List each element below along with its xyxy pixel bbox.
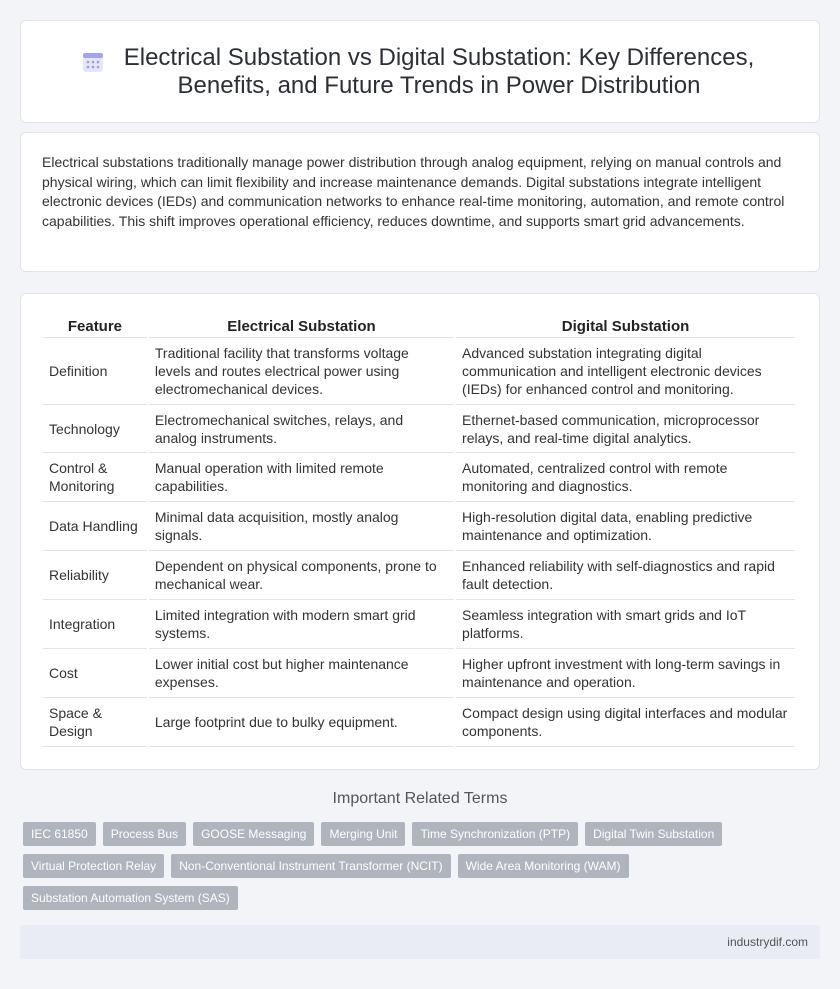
electrical-cell: Limited integration with modern smart grid systems. — [149, 600, 454, 649]
related-term-tag[interactable]: Virtual Protection Relay — [23, 854, 164, 878]
page-title: Electrical Substation vs Digital Substation: Key Differences, Benefits, and Future Trends in Power Distribution — [123, 43, 755, 99]
column-header-electrical: Electrical Substation — [149, 316, 454, 338]
intro-paragraph: Electrical substations traditionally manage power distribution through analog equipment, relying on manual controls and physical wiring, which can limit flexibility and increase maintenance demands. Digital substations integrate intelligent electronic devices (IEDs) and communication networks to enhance real-time monitoring, automation, and remote control capabilities. This shift improves operational efficiency, reduces downtime, and supports smart grid advancements. — [42, 154, 785, 229]
electrical-cell: Electromechanical switches, relays, and analog instruments. — [149, 405, 454, 453]
column-header-digital: Digital Substation — [456, 316, 795, 338]
table-row — [43, 502, 795, 551]
related-term-tag[interactable]: GOOSE Messaging — [193, 822, 314, 846]
electrical-cell: Lower initial cost but higher maintenance expenses. — [149, 649, 454, 698]
digital-cell: Seamless integration with smart grids and IoT platforms. — [456, 600, 795, 649]
table-row — [43, 698, 795, 747]
feature-cell: Definition — [43, 338, 147, 405]
electrical-cell: Minimal data acquisition, mostly analog signals. — [149, 502, 454, 551]
table-row — [43, 405, 795, 453]
related-term-tag[interactable]: Non-Conventional Instrument Transformer (NCIT) — [171, 854, 450, 878]
footer — [20, 925, 820, 959]
feature-cell: Control & Monitoring — [43, 453, 147, 502]
feature-cell: Technology — [43, 405, 147, 453]
related-term-tag[interactable]: Merging Unit — [321, 822, 405, 846]
feature-cell: Data Handling — [43, 502, 147, 551]
digital-cell: Higher upfront investment with long-term savings in maintenance and operation. — [456, 649, 795, 698]
digital-cell: High-resolution digital data, enabling predictive maintenance and optimization. — [456, 502, 795, 551]
electrical-cell: Traditional facility that transforms voltage levels and routes electrical power using electromechanical devices. — [149, 338, 454, 405]
related-term-tag[interactable]: Process Bus — [103, 822, 186, 846]
electrical-cell: Large footprint due to bulky equipment. — [149, 698, 454, 747]
comparison-table — [41, 316, 797, 747]
table-row — [43, 600, 795, 649]
feature-cell: Reliability — [43, 551, 147, 600]
related-term-tag[interactable]: Substation Automation System (SAS) — [23, 886, 238, 910]
electrical-cell: Dependent on physical components, prone to mechanical wear. — [149, 551, 454, 600]
calendar-icon — [81, 50, 105, 74]
title-wrap — [81, 44, 759, 100]
feature-cell: Integration — [43, 600, 147, 649]
title-card — [20, 20, 820, 123]
table-row — [43, 453, 795, 502]
table-row — [43, 649, 795, 698]
comparison-table-card — [20, 293, 820, 770]
digital-cell: Ethernet-based communication, microprocessor relays, and real-time digital analytics. — [456, 405, 795, 453]
related-term-tag[interactable]: Wide Area Monitoring (WAM) — [458, 854, 629, 878]
feature-cell: Space & Design — [43, 698, 147, 747]
table-row — [43, 338, 795, 405]
table-header-row — [43, 316, 795, 338]
digital-cell: Enhanced reliability with self-diagnostics and rapid fault detection. — [456, 551, 795, 600]
digital-cell: Compact design using digital interfaces and modular components. — [456, 698, 795, 747]
digital-cell: Advanced substation integrating digital communication and intelligent electronic devices (IEDs) for enhanced control and monitoring. — [456, 338, 795, 405]
column-header-feature: Feature — [43, 316, 147, 338]
related-term-tag[interactable]: IEC 61850 — [23, 822, 96, 846]
related-terms-title: Important Related Terms — [332, 790, 508, 807]
digital-cell: Automated, centralized control with remote monitoring and diagnostics. — [456, 453, 795, 502]
related-terms-list — [23, 822, 823, 910]
feature-cell: Cost — [43, 649, 147, 698]
electrical-cell: Manual operation with limited remote capabilities. — [149, 453, 454, 502]
footer-site-link[interactable]: industrydif.com — [727, 935, 808, 949]
table-row — [43, 551, 795, 600]
related-term-tag[interactable]: Time Synchronization (PTP) — [412, 822, 578, 846]
intro-card — [20, 132, 820, 272]
related-term-tag[interactable]: Digital Twin Substation — [585, 822, 722, 846]
